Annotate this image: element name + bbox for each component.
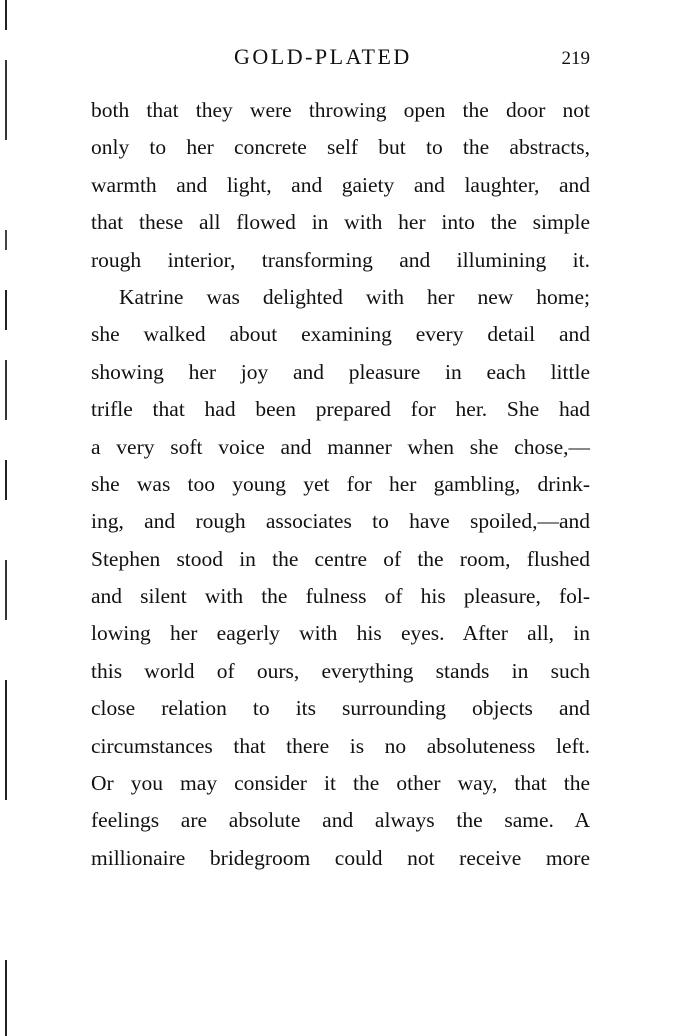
text-line: she was too young yet for her gambling, drink-: [91, 471, 590, 496]
text-line: rough interior, transforming and illumining it.: [91, 247, 590, 272]
text-line: trifle that had been prepared for her. She had: [91, 397, 590, 422]
text-line: that these all flowed in with her into the simple: [91, 210, 590, 235]
text-line: she walked about examining every detail and: [91, 322, 590, 347]
page-number: 219: [561, 48, 590, 69]
text-line: millionaire bridegroom could not receive more: [91, 845, 590, 870]
text-line: feelings are absolute and always the same. A: [91, 808, 590, 833]
text-line: ing, and rough associates to have spoiled,—and: [91, 509, 590, 534]
text-line-paragraph-start: Katrine was delighted with her new home;: [119, 284, 590, 309]
body-text: [91, 92, 590, 877]
text-line: only to her concrete self but to the abstracts,: [91, 135, 590, 160]
text-line: a very soft voice and manner when she chose,—: [91, 434, 590, 459]
text-line: Stephen stood in the centre of the room, flushed: [91, 546, 590, 571]
text-line: close relation to its surrounding objects and: [91, 696, 590, 721]
binding-edge-shadow: [5, 0, 7, 1036]
page-header: [90, 44, 592, 78]
text-line: circumstances that there is no absoluteness left.: [91, 733, 590, 758]
text-line: Or you may consider it the other way, that the: [91, 771, 590, 796]
text-line: showing her joy and pleasure in each little: [91, 359, 590, 384]
text-line: lowing her eagerly with his eyes. After all, in: [91, 621, 590, 646]
running-title: GOLD-PLATED: [234, 44, 412, 69]
text-line: both that they were throwing open the door not: [91, 98, 590, 122]
text-line: warmth and light, and gaiety and laughter, and: [91, 172, 590, 197]
text-line: and silent with the fulness of his pleasure, fol-: [91, 584, 590, 609]
text-line: this world of ours, everything stands in such: [91, 658, 590, 683]
